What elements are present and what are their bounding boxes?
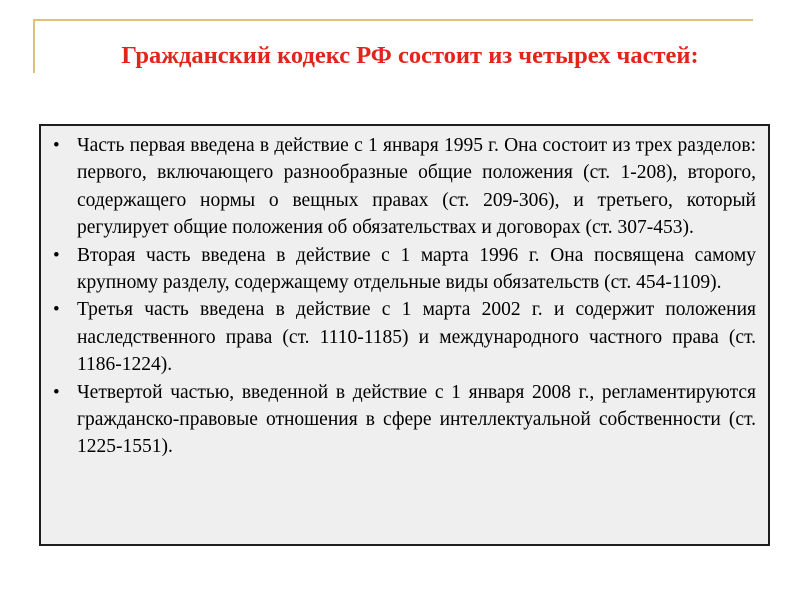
- bullet-list: [53, 132, 756, 461]
- list-item-text: Третья часть введена в действие с 1 марта 2002 г. и содержит положения наследственного права (ст. 1110-1185) и международного частного права (ст. 1186-1224).: [77, 299, 756, 376]
- bullet-icon: •: [53, 135, 60, 156]
- list-item: [53, 132, 756, 242]
- list-item-text: Вторая часть введена в действие с 1 марта 1996 г. Она посвящена самому крупному разделу, содержащему отдельные виды обязательств (ст. 454-1109).: [77, 244, 756, 294]
- list-item: [53, 379, 756, 461]
- slide-title: Гражданский кодекс РФ состоит из четырех частей:: [121, 42, 699, 69]
- bullet-icon: •: [53, 299, 60, 321]
- bullet-icon: •: [53, 244, 60, 266]
- list-item-text: Четвертой частью, введенной в действие с 1 января 2008 г., регламентируются гражданско-правовые отношения в сфере интеллектуальной собственности (ст. 1225-1551).: [77, 381, 756, 458]
- accent-line-vertical: [33, 19, 35, 73]
- content-box: [39, 124, 770, 546]
- list-item-text: Часть первая введена в действие с 1 января 1995 г. Она состоит из трех разделов: первого, включающего разнообразные общие положения (ст. 1-208), второго, содержащего нормы о вещных правах (ст. 209-306), и третьего, который регулирует общие положения об обязательствах и договорах (ст. 307-453).: [77, 135, 756, 239]
- list-item: [53, 242, 756, 297]
- bullet-icon: •: [53, 381, 60, 403]
- list-item: [53, 296, 756, 378]
- accent-line-horizontal: [33, 19, 753, 21]
